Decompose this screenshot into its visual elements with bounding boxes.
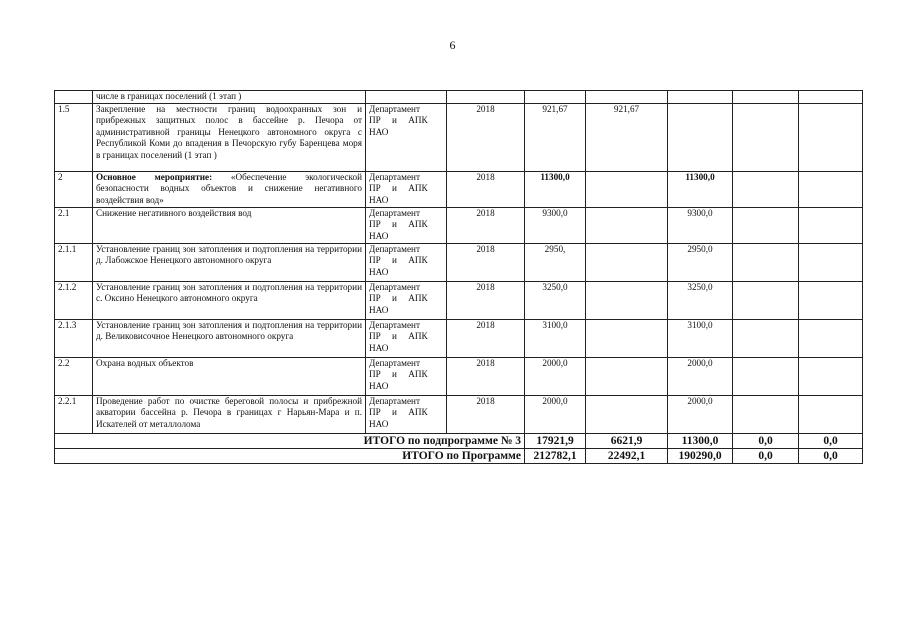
total-value-cell: 0,0 — [799, 433, 863, 448]
activity-description-cell — [93, 91, 366, 104]
funding-value-cell: 2000,0 — [525, 357, 586, 395]
activity-description-cell — [93, 281, 366, 319]
table-row — [55, 207, 863, 243]
department-line: НАО — [369, 126, 389, 137]
funding-value-cell — [733, 357, 799, 395]
department-line: Департамент — [369, 103, 420, 114]
funding-value-cell: 921,67 — [586, 103, 668, 171]
department-line: НАО — [369, 380, 389, 391]
funding-value-cell — [799, 319, 863, 357]
year-cell: 2018 — [447, 171, 525, 207]
row-number-cell: 2.1.2 — [55, 281, 93, 319]
funding-value-cell: 9300,0 — [668, 207, 733, 243]
department-cell — [366, 319, 447, 357]
funding-value-cell — [586, 91, 668, 104]
activity-description-cell — [93, 103, 366, 171]
department-line: ПР и АПК — [369, 183, 428, 193]
row-number-cell: 2.2.1 — [55, 395, 93, 433]
total-value-cell: 6621,9 — [586, 433, 668, 448]
funding-value-cell — [733, 207, 799, 243]
department-cell — [366, 91, 447, 104]
funding-value-cell: 11300,0 — [525, 171, 586, 207]
funding-value-cell — [799, 171, 863, 207]
funding-value-cell — [668, 91, 733, 104]
department-line: Департамент — [369, 207, 420, 218]
department-line: Департамент — [369, 243, 420, 254]
funding-value-cell — [799, 103, 863, 171]
funding-value-cell: 3100,0 — [668, 319, 733, 357]
funding-value-cell: 11300,0 — [668, 171, 733, 207]
funding-value-cell — [586, 243, 668, 281]
department-line: НАО — [369, 266, 389, 277]
funding-value-cell: 3250,0 — [668, 281, 733, 319]
row-number-cell: 2 — [55, 171, 93, 207]
funding-value-cell — [799, 91, 863, 104]
funding-value-cell — [733, 395, 799, 433]
table-row — [55, 319, 863, 357]
row-number-cell: 2.2 — [55, 357, 93, 395]
budget-table — [54, 90, 863, 464]
department-line: ПР и АПК — [369, 293, 428, 303]
activity-title-bold: Основное мероприятие: — [96, 171, 213, 182]
funding-value-cell: 2950, — [525, 243, 586, 281]
department-line: ПР и АПК — [369, 369, 428, 379]
funding-value-cell: 2000,0 — [668, 395, 733, 433]
department-cell — [366, 243, 447, 281]
funding-value-cell: 3100,0 — [525, 319, 586, 357]
activity-description-text: Снижение негативного воздействия вод — [96, 207, 252, 218]
total-row — [55, 448, 863, 463]
year-cell: 2018 — [447, 243, 525, 281]
year-cell: 2018 — [447, 281, 525, 319]
activity-description-text: Установление границ зон затопления и подтопления на территории д. Великовисочное Ненецкого автономного округа — [96, 319, 362, 341]
table-row — [55, 281, 863, 319]
department-line: ПР и АПК — [369, 255, 428, 265]
activity-description-cell — [93, 357, 366, 395]
department-cell — [366, 207, 447, 243]
total-value-cell: 0,0 — [733, 433, 799, 448]
total-value-cell: 11300,0 — [668, 433, 733, 448]
total-value-cell: 0,0 — [733, 448, 799, 463]
table-row — [55, 103, 863, 171]
row-number-cell: 2.1.3 — [55, 319, 93, 357]
funding-value-cell — [525, 91, 586, 104]
activity-description-cell — [93, 395, 366, 433]
table-row — [55, 171, 863, 207]
year-cell: 2018 — [447, 319, 525, 357]
year-cell: 2018 — [447, 103, 525, 171]
department-line: Департамент — [369, 357, 420, 368]
funding-value-cell — [586, 395, 668, 433]
activity-description-text: Охрана водных объектов — [96, 357, 194, 368]
funding-value-cell — [586, 207, 668, 243]
department-cell — [366, 171, 447, 207]
row-number-cell: 2.1 — [55, 207, 93, 243]
department-cell — [366, 357, 447, 395]
department-line: Департамент — [369, 281, 420, 292]
total-value-cell: 0,0 — [799, 448, 863, 463]
funding-value-cell: 921,67 — [525, 103, 586, 171]
funding-value-cell — [733, 91, 799, 104]
row-number-cell — [55, 91, 93, 104]
total-label: ИТОГО по подпрограмме № 3 — [55, 433, 525, 448]
row-number-cell: 1.5 — [55, 103, 93, 171]
department-line: НАО — [369, 304, 389, 315]
department-cell — [366, 395, 447, 433]
funding-value-cell — [733, 171, 799, 207]
activity-description-text: числе в границах поселений (1 этап ) — [96, 91, 242, 101]
table-row — [55, 91, 863, 104]
department-line: НАО — [369, 194, 389, 205]
total-label: ИТОГО по Программе — [55, 448, 525, 463]
table-row — [55, 357, 863, 395]
funding-value-cell: 2000,0 — [668, 357, 733, 395]
department-line: НАО — [369, 230, 389, 241]
funding-value-cell — [586, 357, 668, 395]
department-line: Департамент — [369, 171, 420, 182]
department-cell — [366, 103, 447, 171]
activity-description-text: Закрепление на местности границ водоохранных зон и прибрежных защитных полос в бассейне р. Печора от административной границы Ненецкого автономного округа с Республикой Коми до впадения в Печорскую губу Баренцева моря в границах поселений (1 этап ) — [96, 103, 362, 160]
funding-value-cell — [733, 243, 799, 281]
department-line: Департамент — [369, 395, 420, 406]
department-line: Департамент — [369, 319, 420, 330]
year-cell: 2018 — [447, 395, 525, 433]
funding-value-cell — [799, 357, 863, 395]
funding-value-cell: 2950,0 — [668, 243, 733, 281]
funding-value-cell — [586, 281, 668, 319]
activity-description-cell — [93, 207, 366, 243]
department-line: НАО — [369, 418, 389, 429]
funding-value-cell — [733, 281, 799, 319]
page-number: 6 — [449, 38, 456, 52]
funding-value-cell — [799, 281, 863, 319]
funding-value-cell — [799, 395, 863, 433]
funding-value-cell — [586, 171, 668, 207]
funding-value-cell — [733, 103, 799, 171]
department-line: НАО — [369, 342, 389, 353]
department-line: ПР и АПК — [369, 219, 428, 229]
funding-value-cell: 2000,0 — [525, 395, 586, 433]
department-line: ПР и АПК — [369, 331, 428, 341]
funding-value-cell: 3250,0 — [525, 281, 586, 319]
total-value-cell: 212782,1 — [525, 448, 586, 463]
activity-description-cell — [93, 243, 366, 281]
total-value-cell: 22492,1 — [586, 448, 668, 463]
year-cell: 2018 — [447, 357, 525, 395]
total-value-cell: 190290,0 — [668, 448, 733, 463]
funding-value-cell — [586, 319, 668, 357]
funding-value-cell — [668, 103, 733, 171]
department-line: ПР и АПК — [369, 407, 428, 417]
year-cell — [447, 91, 525, 104]
activity-description-text: Установление границ зон затопления и подтопления на территории д. Лабожское Ненецкого автономного округа — [96, 243, 362, 265]
year-cell: 2018 — [447, 207, 525, 243]
activity-description-cell — [93, 319, 366, 357]
total-row — [55, 433, 863, 448]
activity-description-text: Установление границ зон затопления и подтопления на территории с. Оксино Ненецкого автономного округа — [96, 281, 362, 303]
funding-value-cell — [733, 319, 799, 357]
funding-value-cell: 9300,0 — [525, 207, 586, 243]
department-cell — [366, 281, 447, 319]
activity-description-text: Проведение работ по очистке береговой полосы и прибрежной акватории бассейна р. Печора в границах г Нарьян-Мара и п. Искателей от металлолома — [96, 395, 362, 429]
total-value-cell: 17921,9 — [525, 433, 586, 448]
table-row — [55, 243, 863, 281]
department-line: ПР и АПК — [369, 115, 428, 125]
activity-description-text: «Обеспечение экологической безопасности водных объектов и снижение негативного воздействия вод» — [96, 171, 362, 205]
funding-value-cell — [799, 243, 863, 281]
table-row — [55, 395, 863, 433]
funding-value-cell — [799, 207, 863, 243]
row-number-cell: 2.1.1 — [55, 243, 93, 281]
activity-description-cell — [93, 171, 366, 207]
